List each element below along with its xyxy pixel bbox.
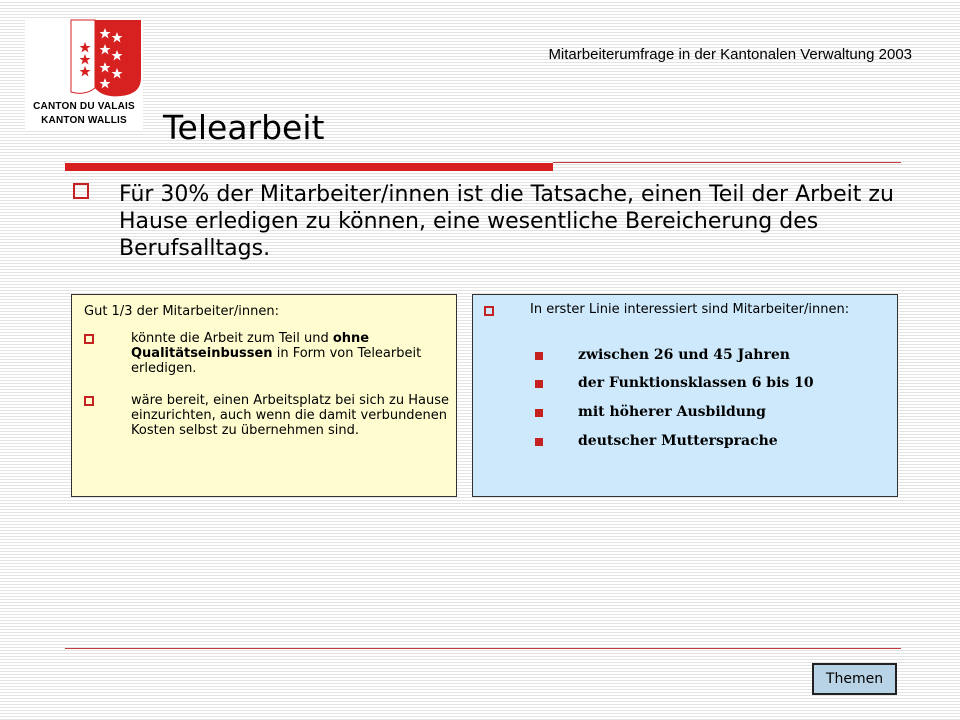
list-item-bold-text: ohne Qualitätseinbussen: [131, 331, 370, 361]
left-box-intro: Gut 1/3 der Mitarbeiter/innen:: [84, 304, 279, 319]
main-bullet-icon: [73, 183, 91, 201]
left-info-box: [71, 294, 457, 497]
footer-divider-line: [65, 648, 901, 649]
logo-text-french: CANTON DU VALAIS: [33, 101, 135, 112]
canton-logo: [25, 18, 143, 130]
list-item-text: der Funktionsklassen 6 bis 10: [578, 375, 814, 391]
survey-title: Mitarbeiterumfrage in der Kantonalen Verwaltung 2003: [548, 46, 912, 63]
filled-square-bullet-icon: [535, 409, 543, 417]
logo-text-german: KANTON WALLIS: [41, 115, 127, 126]
list-item-text: zwischen 26 und 45 Jahren: [578, 347, 790, 363]
list-item-text-part: könnte die Arbeit zum Teil und: [131, 331, 333, 346]
list-item-text: mit höherer Ausbildung: [578, 404, 766, 420]
title-divider-line: [553, 162, 901, 163]
title-underline-bar: [65, 163, 553, 171]
list-item-text: [131, 331, 451, 376]
list-item-text: deutscher Muttersprache: [578, 433, 778, 449]
square-bullet-icon: [484, 305, 494, 315]
slide-title: Telearbeit: [163, 108, 325, 147]
valais-coat-of-arms-icon: [25, 18, 143, 98]
right-box-intro: In erster Linie interessiert sind Mitarbeiter/innen:: [530, 302, 850, 317]
main-bullet-text: Für 30% der Mitarbeiter/innen ist die Tatsache, einen Teil der Arbeit zu Hause erledigen zu können, eine wesentliche Bereicherung des Berufsalltags.: [119, 182, 894, 261]
themen-button[interactable]: Themen: [812, 663, 897, 695]
filled-square-bullet-icon: [535, 438, 543, 446]
square-bullet-icon: [84, 395, 94, 405]
filled-square-bullet-icon: [535, 352, 543, 360]
filled-square-bullet-icon: [535, 380, 543, 388]
square-bullet-icon: [84, 333, 94, 343]
right-info-box: [472, 294, 898, 497]
list-item-text: wäre bereit, einen Arbeitsplatz bei sich zu Hause einzurichten, auch wenn die damit verbundenen Kosten selbst zu übernehmen sind.: [131, 393, 449, 438]
list-item-text-part: in Form von Telearbeit erledigen.: [131, 346, 422, 376]
